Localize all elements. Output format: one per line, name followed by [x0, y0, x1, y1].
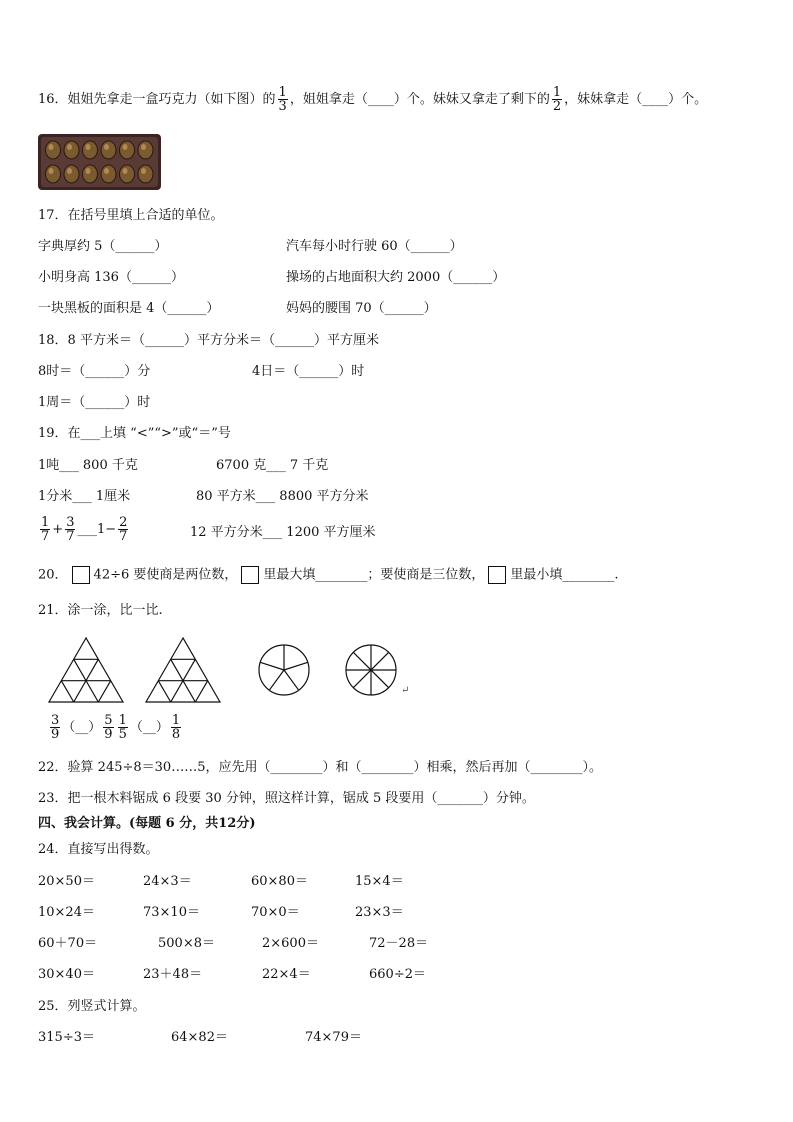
answer-box-1[interactable] [72, 566, 90, 584]
chocolate-highlight [104, 168, 109, 174]
q24-r2c1: 10×24＝ [38, 905, 95, 920]
fraction-1-5: $\frac{1}{5}$ [118, 713, 127, 742]
fraction-one-seventh: $\frac{1}{7}$ [41, 515, 50, 544]
q21-title: 21．涂一涂，比一比. [38, 603, 163, 618]
chocolate-piece [120, 165, 135, 183]
chocolate-piece [83, 141, 98, 159]
q24-r3c3: 2×600＝ [262, 936, 319, 951]
chocolate-piece [138, 165, 153, 183]
q24-r1c1: 20×50＝ [38, 874, 95, 889]
q25-item-3: 74×79＝ [305, 1030, 362, 1045]
q25-item-2: 64×82＝ [171, 1030, 228, 1045]
return-mark: ↵ [401, 685, 410, 696]
q23: 23．把一根木料锯成 6 段要 30 分钟，照这样计算，锯成 5 段要用（_______）分钟。 [38, 791, 535, 806]
q17-row-2-right: 操场的占地面积大约 2000（______） [286, 270, 506, 285]
q24-r2c3: 70×0＝ [251, 905, 300, 920]
q18-line-2a: 8时＝（______）分 [38, 364, 151, 379]
q19-row-1b: 6700 克___ 7 千克 [216, 458, 329, 473]
chocolate-piece [101, 165, 116, 183]
q24-r3c2: 500×8＝ [158, 936, 215, 951]
fraction-one-third: $\frac{1}{3}$ [278, 85, 287, 114]
q22: 22．验算 245÷8＝30……5，应先用（________）和（________）相乘，然后再加（________）。 [38, 760, 602, 775]
q24-r4c4: 660÷2＝ [369, 967, 426, 982]
chocolate-highlight [141, 168, 146, 174]
fraction-one-half: $\frac{1}{2}$ [552, 85, 562, 114]
chocolate-piece [46, 165, 61, 183]
q19-row-2a: 1分米___ 1厘米 [38, 489, 131, 504]
q24-r4c2: 23＋48＝ [143, 967, 203, 982]
q24-r2c2: 73×10＝ [143, 905, 200, 920]
q24-r1c3: 60×80＝ [251, 874, 308, 889]
q17-row-1-left: 字典厚约 5（______） [38, 239, 168, 254]
q17-row-2-left: 小明身高 136（______） [38, 270, 184, 285]
q24-r3c4: 72－28＝ [369, 936, 429, 951]
q24-r4c1: 30×40＝ [38, 967, 95, 982]
q17-title: 17．在括号里填上合适的单位。 [38, 208, 224, 223]
fraction-three-sevenths: $\frac{3}{7}$ [66, 515, 75, 544]
fraction-3-9: $\frac{3}{9}$ [51, 713, 60, 742]
q17-row-3-right: 妈妈的腰围 70（______） [286, 301, 437, 316]
circle-five-parts [257, 643, 311, 697]
chocolate-piece [138, 141, 153, 159]
q17-row-1-right: 汽车每小时行驶 60（______） [286, 239, 463, 254]
chocolate-piece [46, 141, 61, 159]
q25-title: 25．列竖式计算。 [38, 999, 146, 1014]
fraction-5-9: $\frac{5}{9}$ [104, 713, 113, 742]
chocolate-highlight [123, 144, 128, 150]
triangle-figure-1 [47, 636, 125, 704]
q16: 16．姐姐先拿走一盒巧克力（如下图）的 $\frac{1}{3}$ ，姐姐拿走（____）个。妹妹又拿走了剩下的 $\frac{1}{2}$ ，妹妹拿走（____）个。 [38, 85, 708, 114]
q19-row-2b: 80 平方米___ 8800 平方分米 [196, 489, 369, 504]
chocolate-highlight [123, 168, 128, 174]
chocolate-highlight [86, 144, 91, 150]
q19-row-3b: 12 平方分米___ 1200 平方厘米 [190, 525, 376, 540]
q24-r4c3: 22×4＝ [262, 967, 311, 982]
chocolate-highlight [67, 168, 72, 174]
q18-line-1: 18．8 平方米＝（______）平方分米＝（______）平方厘米 [38, 333, 379, 348]
q24-r3c1: 60＋70＝ [38, 936, 98, 951]
chocolate-piece [101, 141, 116, 159]
triangle-figure-2 [144, 636, 222, 704]
fraction-1-8: $\frac{1}{8}$ [171, 713, 181, 742]
q18-line-2b: 4日＝（______）时 [252, 364, 365, 379]
fraction-two-sevenths: $\frac{2}{7}$ [119, 515, 128, 544]
q19-row-1a: 1吨___ 800 千克 [38, 458, 138, 473]
q25-item-1: 315÷3＝ [38, 1030, 95, 1045]
chocolate-highlight [104, 144, 109, 150]
q17-row-3-left: 一块黑板的面积是 4（______） [38, 301, 220, 316]
q20: 20． 42÷6 要使商是两位数， 里最大填________；要使商是三位数， 里最小填________. [38, 567, 619, 583]
answer-box-2[interactable] [241, 566, 259, 584]
q24-title: 24．直接写出得数。 [38, 842, 159, 857]
chocolate-piece [120, 141, 135, 159]
chocolate-highlight [49, 144, 54, 150]
chocolate-box-image [38, 134, 161, 190]
chocolate-highlight [49, 168, 54, 174]
chocolate-piece [64, 141, 79, 159]
q19-row-3a: $\frac{1}{7}$ + $\frac{3}{7}$ ___1− $\frac{2}{7}$ [41, 515, 128, 544]
q24-r1c4: 15×4＝ [355, 874, 404, 889]
chocolate-highlight [141, 144, 146, 150]
q21-compare: $\frac{3}{9}$ （__） $\frac{5}{9}$ $\frac{1}{5}$ （__） $\frac{1}{8}$ [51, 713, 181, 742]
circle-eight-parts [344, 643, 398, 697]
q19-title: 19．在___上填 “<”“>”或“＝”号 [38, 426, 231, 441]
chocolate-piece [83, 165, 98, 183]
chocolate-highlight [67, 144, 72, 150]
q18-line-3: 1周＝（______）时 [38, 395, 151, 410]
chocolate-piece [64, 165, 79, 183]
q24-r2c4: 23×3＝ [355, 905, 404, 920]
answer-box-3[interactable] [488, 566, 506, 584]
q24-r1c2: 24×3＝ [143, 874, 192, 889]
chocolate-highlight [86, 168, 91, 174]
section-4-heading: 四、我会计算。(每题 6 分，共12分) [38, 816, 256, 831]
